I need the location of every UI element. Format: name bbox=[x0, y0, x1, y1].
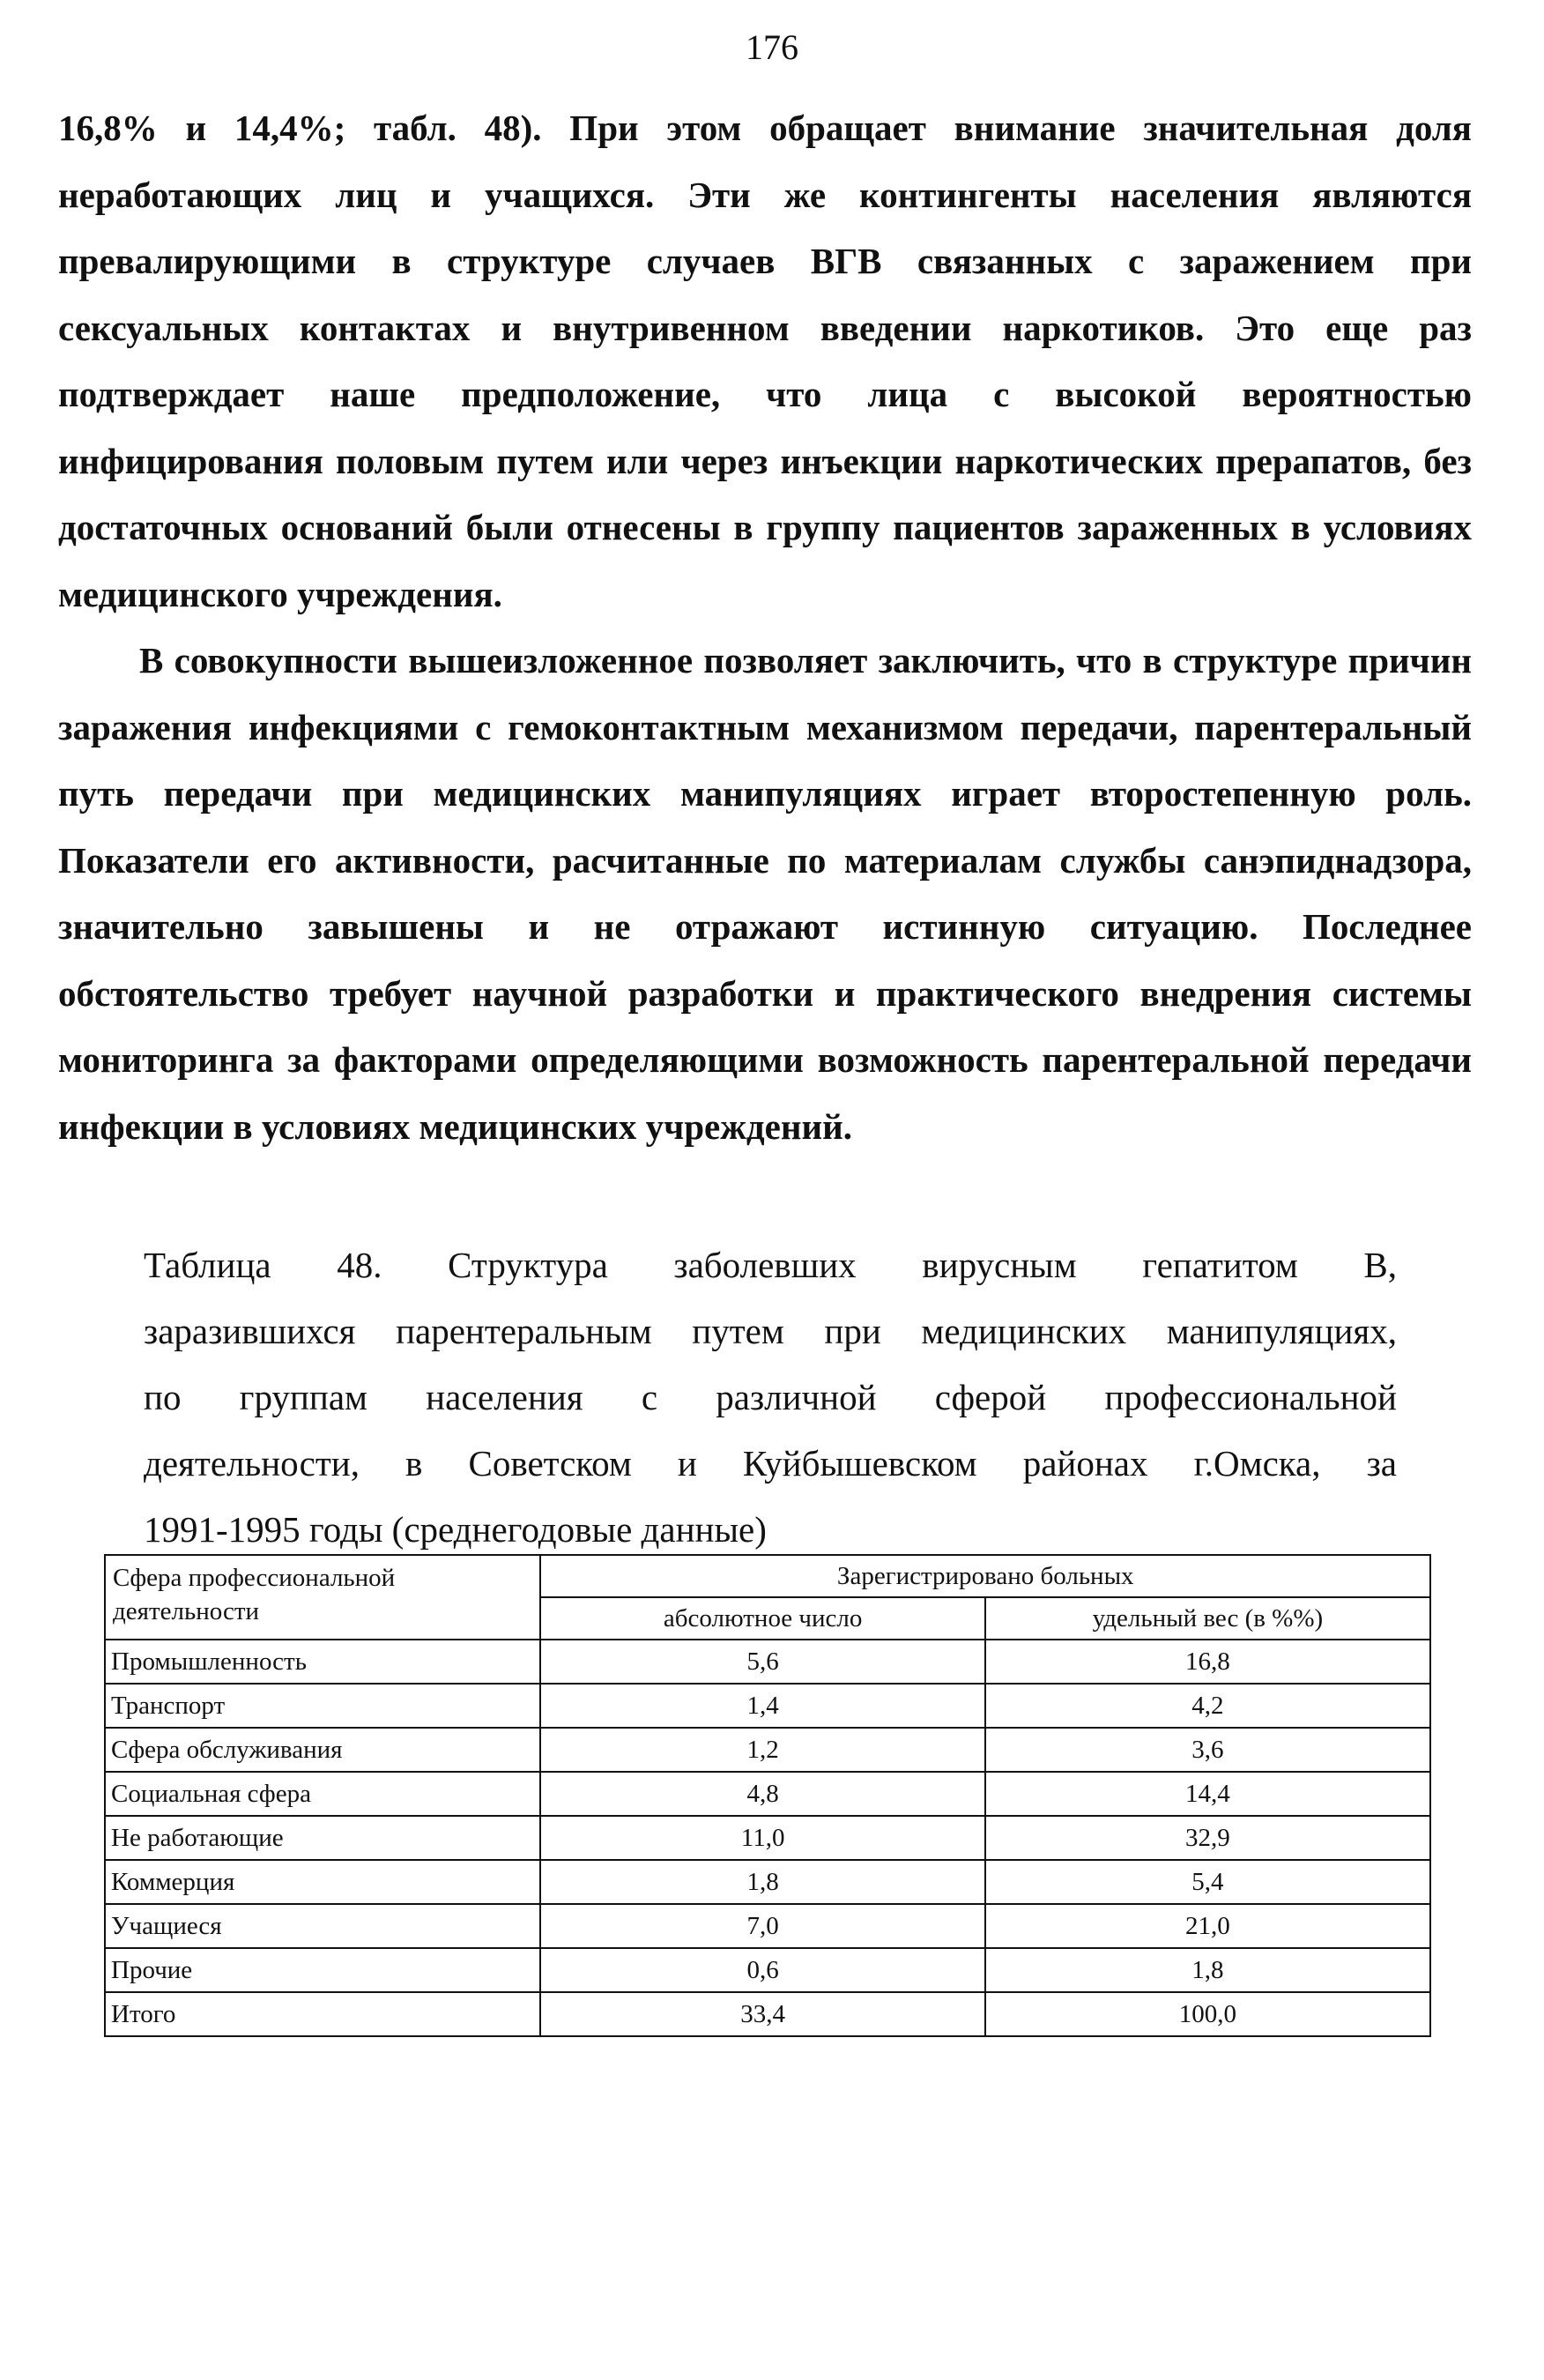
row-absolute: 33,4 bbox=[540, 1992, 984, 2036]
row-absolute: 1,2 bbox=[540, 1728, 984, 1772]
paragraph-2: В совокупности вышеизложенное позволяет заключить, что в структуре причин заражения инфекциями с гемоконтактным механизмом передачи, парентеральный путь передачи при медицинских манипуляциях играет второстепенную роль. Показатели его активности, расчитанные по материалам службы санэпиднадзора, значительно завышены и не отражают истинную ситуацию. Последнее обстоятельство требует научной разработки и практического внедрения системы мониторинга за факторами определяющими возможность парентеральной передачи инфекции в условиях медицинских учреждений. bbox=[58, 640, 1472, 1147]
table-row bbox=[105, 1816, 1430, 1860]
header-sphere: Сфера профессиональной деятельности bbox=[105, 1555, 540, 1640]
row-label: Коммерция bbox=[105, 1860, 540, 1904]
row-share: 21,0 bbox=[985, 1904, 1430, 1948]
table-caption bbox=[144, 1232, 1397, 1563]
header-registered: Зарегистрировано больных bbox=[540, 1555, 1430, 1597]
table-row bbox=[105, 1904, 1430, 1948]
row-label: Промышленность bbox=[105, 1640, 540, 1684]
row-share: 14,4 bbox=[985, 1772, 1430, 1816]
row-absolute: 1,8 bbox=[540, 1860, 984, 1904]
table-row bbox=[105, 1948, 1430, 1992]
row-absolute: 1,4 bbox=[540, 1684, 984, 1728]
row-label: Не работающие bbox=[105, 1816, 540, 1860]
caption-line-2: заразившихся парентеральным путем при медицинских манипуляциях, bbox=[144, 1311, 1397, 1351]
row-label: Итого bbox=[105, 1992, 540, 2036]
row-absolute: 0,6 bbox=[540, 1948, 984, 1992]
caption-line-4: деятельности, в Советском и Куйбышевском районах г.Омска, за bbox=[144, 1443, 1397, 1484]
header-share: удельный вес (в %%) bbox=[985, 1597, 1430, 1640]
row-share: 16,8 bbox=[985, 1640, 1430, 1684]
row-absolute: 5,6 bbox=[540, 1640, 984, 1684]
row-label: Учащиеся bbox=[105, 1904, 540, 1948]
table-row-total bbox=[105, 1992, 1430, 2036]
page-number: 176 bbox=[746, 27, 798, 67]
table-row bbox=[105, 1728, 1430, 1772]
table-row bbox=[105, 1640, 1430, 1684]
paragraph-1: 16,8% и 14,4%; табл. 48). При этом обращает внимание значительная доля неработающих лиц и учащихся. Эти же контингенты населения являются превалирующими в структуре случаев ВГВ связанных с заражением при сексуальных контактах и внутривенном введении наркотиков. Это еще раз подтверждает наше предположение, что лица с высокой вероятностью инфицирования половым путем или через инъекции наркотических прерапатов, без достаточных оснований были отнесены в группу пациентов зараженных в условиях медицинского учреждения. bbox=[58, 108, 1472, 614]
caption-line-5: 1991-1995 годы (среднегодовые данные) bbox=[144, 1509, 767, 1550]
row-label: Сфера обслуживания bbox=[105, 1728, 540, 1772]
table-row bbox=[105, 1684, 1430, 1728]
caption-line-3: по группам населения с различной сферой профессиональной bbox=[144, 1377, 1397, 1417]
row-share: 4,2 bbox=[985, 1684, 1430, 1728]
row-share: 5,4 bbox=[985, 1860, 1430, 1904]
row-label: Прочие bbox=[105, 1948, 540, 1992]
header-absolute: абсолютное число bbox=[540, 1597, 984, 1640]
row-absolute: 4,8 bbox=[540, 1772, 984, 1816]
table-row bbox=[105, 1860, 1430, 1904]
row-absolute: 11,0 bbox=[540, 1816, 984, 1860]
body-text bbox=[58, 95, 1472, 1160]
row-absolute: 7,0 bbox=[540, 1904, 984, 1948]
row-share: 3,6 bbox=[985, 1728, 1430, 1772]
row-label: Социальная сфера bbox=[105, 1772, 540, 1816]
row-share: 1,8 bbox=[985, 1948, 1430, 1992]
row-label: Транспорт bbox=[105, 1684, 540, 1728]
row-share: 32,9 bbox=[985, 1816, 1430, 1860]
caption-line-1: Таблица 48. Структура заболевших вирусным гепатитом В, bbox=[144, 1245, 1397, 1285]
table-row bbox=[105, 1772, 1430, 1816]
row-share: 100,0 bbox=[985, 1992, 1430, 2036]
data-table bbox=[104, 1554, 1431, 2037]
